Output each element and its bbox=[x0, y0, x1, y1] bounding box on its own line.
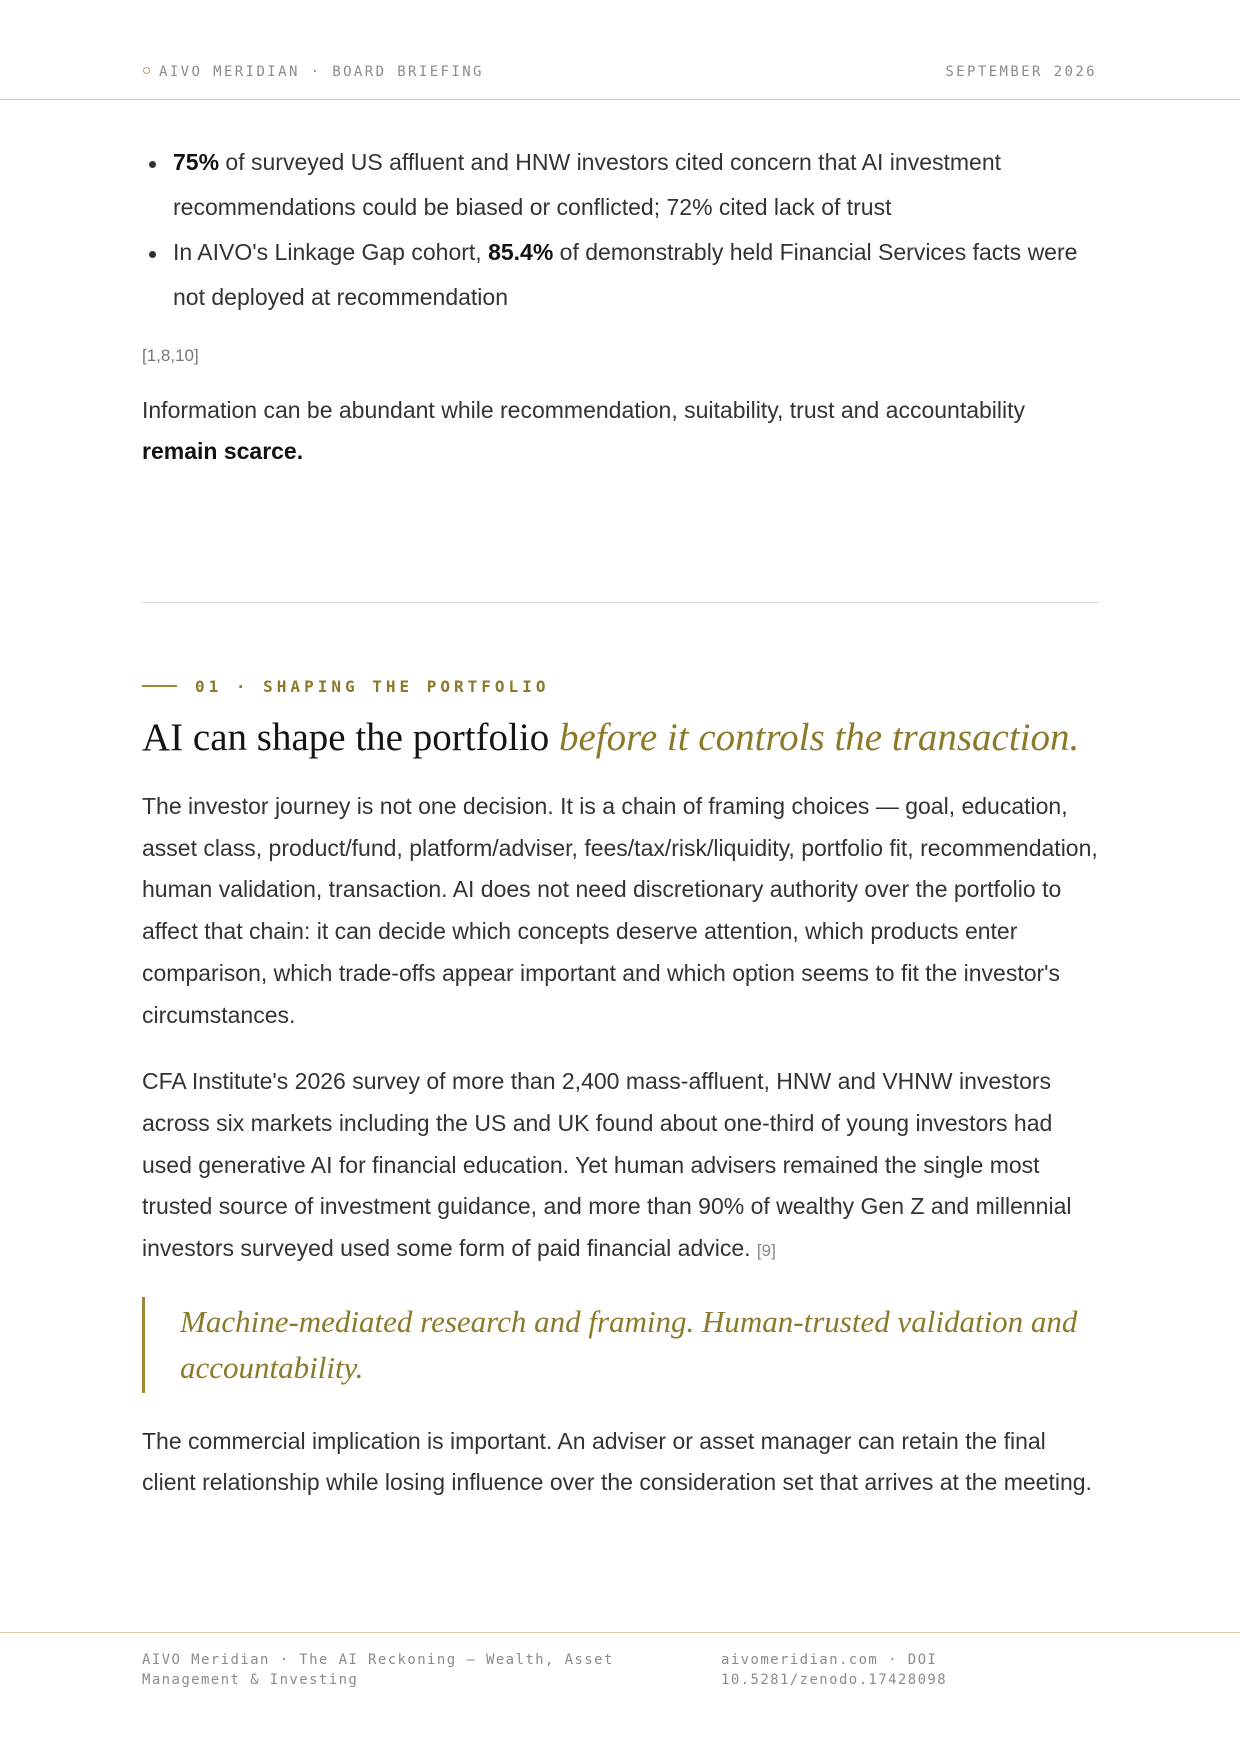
paragraph: The investor journey is not one decision. It is a chain of framing choices — goal, education, asset class, product/fund, platform/adviser, fees/tax/risk/liquidity, portfolio fit, recommendation, human validation, transaction. AI does not need discretionary authority over the portfolio to affect that chain: it can decide which concepts deserve attention, which products enter comparison, which trade-offs appear important and which option seems to fit the investor's circumstances. bbox=[142, 793, 1098, 1028]
header-date: SEPTEMBER 2026 bbox=[945, 64, 1097, 80]
circle-bullet-icon bbox=[143, 67, 150, 74]
section-divider bbox=[142, 602, 1099, 603]
lead-paragraph bbox=[142, 390, 1100, 472]
paragraph bbox=[142, 1061, 1100, 1272]
list-item bbox=[173, 140, 1078, 230]
pull-quote: Machine-mediated research and framing. Human-trusted validation and accountability. bbox=[142, 1297, 1100, 1393]
top-content bbox=[142, 140, 1100, 472]
footer-doi: aivomeridian.com · DOI 10.5281/zenodo.17428098 bbox=[721, 1652, 948, 1688]
lead-text: Information can be abundant while recommendation, suitability, trust and accountability bbox=[142, 397, 1026, 423]
bullet-stat: 75% bbox=[173, 149, 220, 175]
bullet-pre: In AIVO's Linkage Gap cohort, bbox=[173, 239, 489, 265]
header-publication-text: AIVO MERIDIAN · BOARD BRIEFING bbox=[159, 64, 484, 80]
header-publication bbox=[143, 64, 484, 80]
section-title-emphasis: before it controls the transaction. bbox=[558, 716, 1080, 759]
page-footer bbox=[0, 1632, 1240, 1754]
section-title bbox=[142, 715, 1079, 760]
section-label bbox=[142, 677, 549, 696]
list-item bbox=[173, 230, 1078, 320]
label-rule bbox=[142, 685, 177, 687]
bullet-text: of demonstrably held Financial Services facts were not deployed at recommendation bbox=[173, 239, 1078, 310]
paragraph-text: CFA Institute's 2026 survey of more than 2,400 mass-affluent, HNW and VHNW investors across six markets including the US and UK found about one-third of young investors had used generative AI for financial education. Yet human advisers remained the single most trusted source of investment guidance, and more than 90% of wealthy Gen Z and millennial investors surveyed used some form of paid financial advice. bbox=[142, 1068, 1072, 1262]
lead-emphasis: remain scarce. bbox=[142, 438, 304, 464]
reference-citations: [1,8,10] bbox=[142, 346, 199, 365]
inline-citation: [9] bbox=[756, 1241, 776, 1261]
bullet-text: of surveyed US affluent and HNW investors cited concern that AI investment recommendations could be biased or conflicted; 72% cited lack of trust bbox=[173, 149, 1002, 220]
page-header bbox=[0, 0, 1240, 100]
section-title-plain: AI can shape the portfolio bbox=[142, 716, 559, 759]
stat-bullet-list bbox=[142, 140, 1100, 320]
section-label-text: 01 · SHAPING THE PORTFOLIO bbox=[195, 677, 550, 696]
paragraph: The commercial implication is important. An adviser or asset manager can retain the final client relationship while losing influence over the consideration set that arrives at the meeting. bbox=[142, 1427, 1092, 1496]
bullet-stat: 85.4% bbox=[488, 239, 554, 265]
section-body bbox=[142, 786, 1100, 1529]
footer-title: AIVO Meridian · The AI Reckoning — Wealth, Asset Management & Investing bbox=[142, 1652, 614, 1688]
